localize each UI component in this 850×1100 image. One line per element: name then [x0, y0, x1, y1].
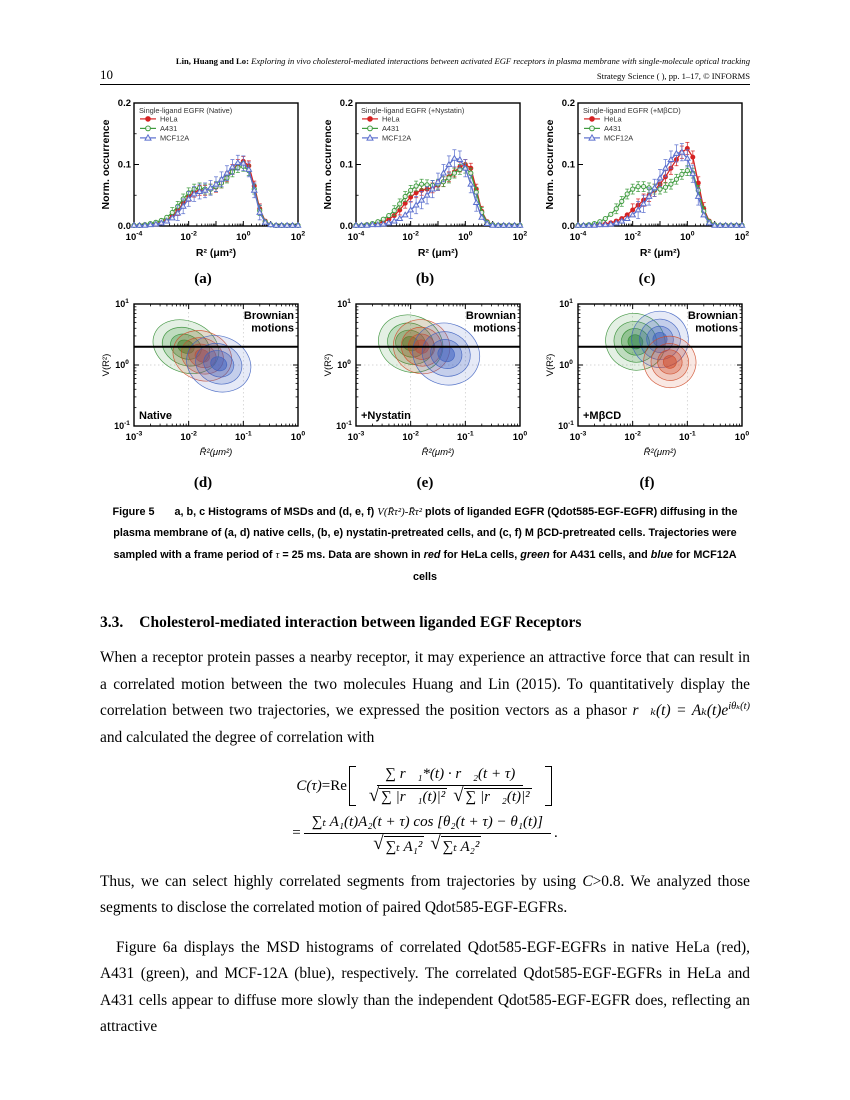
p2-text-a: Thus, we can select highly correlated segments from trajectories by using	[100, 872, 583, 890]
svg-text:100: $10^0$	[680, 230, 695, 243]
svg-text:Norm. occurrence: Norm. occurrence	[322, 119, 334, 210]
svg-text:A431: A431	[160, 123, 178, 133]
chart-b	[322, 98, 528, 268]
eq-equals-1: =	[321, 777, 331, 794]
caption-blue: blue	[650, 548, 673, 561]
running-head-line2	[100, 68, 750, 81]
radical-sign: √	[368, 785, 380, 807]
eq-fraction-2	[304, 811, 551, 856]
svg-text:102: $10^2$	[512, 230, 528, 243]
svg-text:100: $10^0$	[236, 230, 251, 243]
svg-text:Brownian: Brownian	[243, 309, 294, 322]
svg-text:10-4: $10^{-4}$	[569, 230, 587, 243]
svg-text:10-2: $10^{-2}$	[624, 430, 641, 443]
caption-red: red	[423, 548, 441, 561]
running-head	[100, 56, 750, 67]
svg-text:10-2: $10^{-2}$	[180, 230, 197, 243]
eq-f1-sqrt-2	[453, 785, 531, 807]
caption-part5: for A431 cells, and	[549, 548, 651, 561]
svg-text:10-3: $10^{-3}$	[569, 430, 587, 443]
p1-inline-math	[632, 702, 750, 719]
svg-text:R² (μm²): R² (μm²)	[639, 246, 681, 259]
svg-text:+MβCD: +MβCD	[583, 409, 622, 422]
svg-text:0.1: 0.1	[117, 159, 131, 171]
figure-row-histograms	[100, 98, 750, 288]
svg-text:0.2: 0.2	[561, 97, 575, 109]
svg-text:101: $10^1$	[115, 297, 129, 309]
svg-text:10-3: $10^{-3}$	[125, 430, 143, 443]
svg-text:Norm. occurrence: Norm. occurrence	[544, 119, 556, 210]
svg-text:10-2: $10^{-2}$	[180, 430, 197, 443]
eq-f2-radicand-1: ∑ₜ A₁²	[384, 836, 425, 856]
caption-part2: plots of liganded EGFR (Qdot585-EGF-EGFR) diffusing in the plasma membrane of (a, d) native cells, (b, e) nystatin-pretreated cells, and (c, f) M βCD-pretreated cells. Trajectories were sampled with a frame period of	[113, 505, 738, 561]
panel-f	[544, 298, 750, 492]
chart-c	[544, 98, 750, 268]
svg-text:HeLa: HeLa	[604, 114, 622, 124]
svg-text:MCF12A: MCF12A	[604, 133, 634, 143]
right-bracket	[545, 766, 552, 806]
svg-text:0.2: 0.2	[117, 97, 131, 109]
svg-text:10-4: $10^{-4}$	[347, 230, 365, 243]
eq-f1-numerator: ∑ r⃗₁*(t) · r⃗₂(t + τ)	[385, 766, 516, 783]
eq-f2-numerator: ∑ₜ A₁(t)A₂(t + τ) cos [θ₂(t + τ) − θ₁(t)]	[311, 813, 543, 830]
panel-letter-e: (e)	[416, 474, 434, 491]
svg-text:10-1: $10^{-1}$	[235, 430, 252, 443]
caption-part1: a, b, c Histograms of MSDs and (d, e, f)	[174, 505, 378, 518]
equation-line-1	[296, 765, 553, 807]
svg-text:101: $10^1$	[337, 297, 351, 309]
svg-text:Single-ligand EGFR (Native): Single-ligand EGFR (Native)	[139, 105, 233, 115]
p1-math-exponent: iθₖ(t)	[728, 701, 750, 713]
eq-equals-2: =	[292, 824, 301, 841]
svg-text:100: $10^0$	[512, 430, 528, 443]
svg-text:100: $10^0$	[337, 358, 351, 370]
svg-text:0.0: 0.0	[561, 220, 575, 232]
chart-e	[322, 298, 528, 472]
panel-b	[322, 98, 528, 288]
svg-text:100: $10^0$	[458, 230, 473, 243]
radical-sign: √	[430, 832, 441, 854]
panel-letter-b: (b)	[415, 270, 435, 287]
svg-text:HeLa: HeLa	[382, 114, 400, 124]
svg-text:A431: A431	[382, 123, 400, 133]
eq-f1-radicand-1: ∑ |r⃗₁(t)|²	[381, 789, 446, 806]
paragraph-2	[100, 869, 750, 922]
radical-sign: √	[373, 832, 384, 854]
eq-f1-radicand-2: ∑ |r⃗₂(t)|²	[465, 789, 530, 806]
figure-caption	[100, 502, 750, 588]
panel-letter-f: (f)	[639, 474, 655, 491]
section-number: 3.3.	[100, 614, 124, 632]
svg-text:motions: motions	[473, 322, 516, 335]
svg-text:10-2: $10^{-2}$	[402, 430, 419, 443]
svg-text:10-2: $10^{-2}$	[402, 230, 419, 243]
svg-text:R² (μm²): R² (μm²)	[195, 246, 237, 259]
svg-text:Single-ligand EGFR (+Nystatin): Single-ligand EGFR (+Nystatin)	[361, 105, 465, 115]
eq-f2-radicand-2: ∑ₜ A₂²	[441, 836, 482, 856]
svg-text:Native: Native	[139, 409, 173, 422]
panel-e	[322, 298, 528, 492]
svg-text:0.0: 0.0	[339, 220, 353, 232]
chart-a	[100, 98, 306, 268]
eq-re: Re	[330, 777, 347, 794]
svg-text:101: $10^1$	[559, 297, 573, 309]
svg-text:10-2: $10^{-2}$	[624, 230, 641, 243]
running-head-title: Exploring in vivo cholesterol-mediated interactions between activated EGF receptors in plasma membrane with single-molecule optical tracking	[251, 56, 750, 66]
svg-text:10-1: $10^{-1}$	[558, 419, 574, 431]
svg-text:102: $10^2$	[290, 230, 306, 243]
svg-text:0.0: 0.0	[117, 220, 131, 232]
paragraph-1	[100, 645, 750, 751]
caption-part3: = 25 ms. Data are shown in	[279, 548, 424, 561]
svg-text:A431: A431	[604, 123, 622, 133]
page-number: 10	[100, 66, 113, 82]
svg-text:R̄²(μm²): R̄²(μm²)	[421, 446, 455, 458]
p1-text-b: and calculated the degree of correlation with	[100, 728, 375, 746]
caption-part6: for MCF12A cells	[412, 548, 737, 583]
svg-text:10-1: $10^{-1}$	[679, 430, 696, 443]
svg-text:100: $10^0$	[559, 358, 573, 370]
svg-text:MCF12A: MCF12A	[160, 133, 190, 143]
svg-text:HeLa: HeLa	[160, 114, 178, 124]
svg-text:0.1: 0.1	[339, 159, 353, 171]
svg-text:motions: motions	[695, 322, 738, 335]
chart-f	[544, 298, 750, 472]
p2-inline-math: C	[582, 872, 593, 890]
svg-text:V(R²): V(R²)	[101, 353, 112, 377]
caption-green: green	[520, 548, 550, 561]
svg-text:R̄²(μm²): R̄²(μm²)	[643, 446, 677, 458]
p2-text-b: >0.8. We analyzed those segments to disclose the correlated motion of paired Qdot585-EGF-EGFRs.	[100, 872, 750, 917]
panel-a	[100, 98, 306, 288]
panel-c	[544, 98, 750, 288]
panel-d	[100, 298, 306, 492]
svg-text:Brownian: Brownian	[465, 309, 516, 322]
left-bracket	[349, 766, 356, 806]
chart-d	[100, 298, 306, 472]
eq-lhs: C(τ)	[296, 777, 322, 794]
svg-text:R² (μm²): R² (μm²)	[417, 246, 459, 259]
caption-math-vr2: V(R̄τ²)-R̄τ²	[377, 505, 423, 518]
panel-letter-a: (a)	[194, 270, 212, 287]
eq-f2-sqrt-1	[373, 832, 424, 856]
header-rule	[100, 84, 750, 85]
svg-text:0.2: 0.2	[339, 97, 353, 109]
svg-text:10-3: $10^{-3}$	[347, 430, 365, 443]
radical-sign: √	[453, 785, 464, 807]
equation-line-2	[292, 811, 557, 856]
panel-letter-d: (d)	[193, 474, 213, 491]
figure-5	[100, 98, 750, 588]
paragraph-3: Figure 6a displays the MSD histograms of correlated Qdot585-EGF-EGFRs in native HeLa (red), A431 (green), and MCF-12A (blue), respectively. The correlated Qdot585-EGF-EGFRs in HeLa and A431 cells appear to diffuse more slowly than the independent Qdot585-EGF-EGFR does, reflecting an attractive	[100, 938, 750, 1036]
journal-line: Strategy Science ( ), pp. 1–17, © INFORMS	[596, 70, 750, 81]
equation-c-tau	[100, 765, 750, 856]
eq-f1-sqrt-1	[368, 785, 447, 807]
svg-text:10-1: $10^{-1}$	[336, 419, 352, 431]
svg-text:100: $10^0$	[290, 430, 306, 443]
svg-text:10-1: $10^{-1}$	[114, 419, 130, 431]
svg-text:10-1: $10^{-1}$	[457, 430, 474, 443]
caption-math-tau: τ	[275, 548, 280, 561]
p1-math-base: r⃗ₖ(t) = Aₖ(t)e	[632, 702, 729, 720]
svg-text:Norm. occurrence: Norm. occurrence	[100, 119, 112, 210]
svg-text:Single-ligand EGFR (+MβCD): Single-ligand EGFR (+MβCD)	[583, 105, 681, 115]
caption-part4: for HeLa cells,	[440, 548, 521, 561]
svg-text:Brownian: Brownian	[687, 309, 738, 322]
svg-text:100: $10^0$	[115, 358, 129, 370]
eq-fraction-1	[361, 765, 540, 807]
figure-caption-label: Figure 5	[112, 505, 155, 518]
svg-text:100: $10^0$	[734, 430, 750, 443]
eq-f2-sqrt-2	[430, 832, 481, 856]
svg-text:102: $10^2$	[734, 230, 750, 243]
svg-text:V(R²): V(R²)	[545, 353, 556, 377]
running-head-authors: Lin, Huang and Lo:	[175, 56, 249, 66]
figure-row-contours	[100, 298, 750, 492]
eq-period: .	[553, 824, 558, 841]
svg-text:MCF12A: MCF12A	[382, 133, 412, 143]
svg-text:10-4: $10^{-4}$	[125, 230, 143, 243]
svg-text:+Nystatin: +Nystatin	[361, 409, 411, 422]
svg-text:motions: motions	[251, 322, 294, 335]
section-heading	[100, 614, 750, 632]
panel-letter-c: (c)	[638, 270, 656, 287]
section-title: Cholesterol-mediated interaction between liganded EGF Receptors	[139, 614, 582, 632]
svg-text:R̄²(μm²): R̄²(μm²)	[199, 446, 233, 458]
svg-text:0.1: 0.1	[561, 159, 575, 171]
p1-text-a: When a receptor protein passes a nearby receptor, it may experience an attractive force that can result in a correlated motion between the two molecules Huang and Lin (2015). To quantitatively display the correlation between two trajectories, we expressed the position vectors as a phasor	[100, 649, 750, 720]
page-header	[100, 56, 750, 85]
svg-text:V(R²): V(R²)	[323, 353, 334, 377]
